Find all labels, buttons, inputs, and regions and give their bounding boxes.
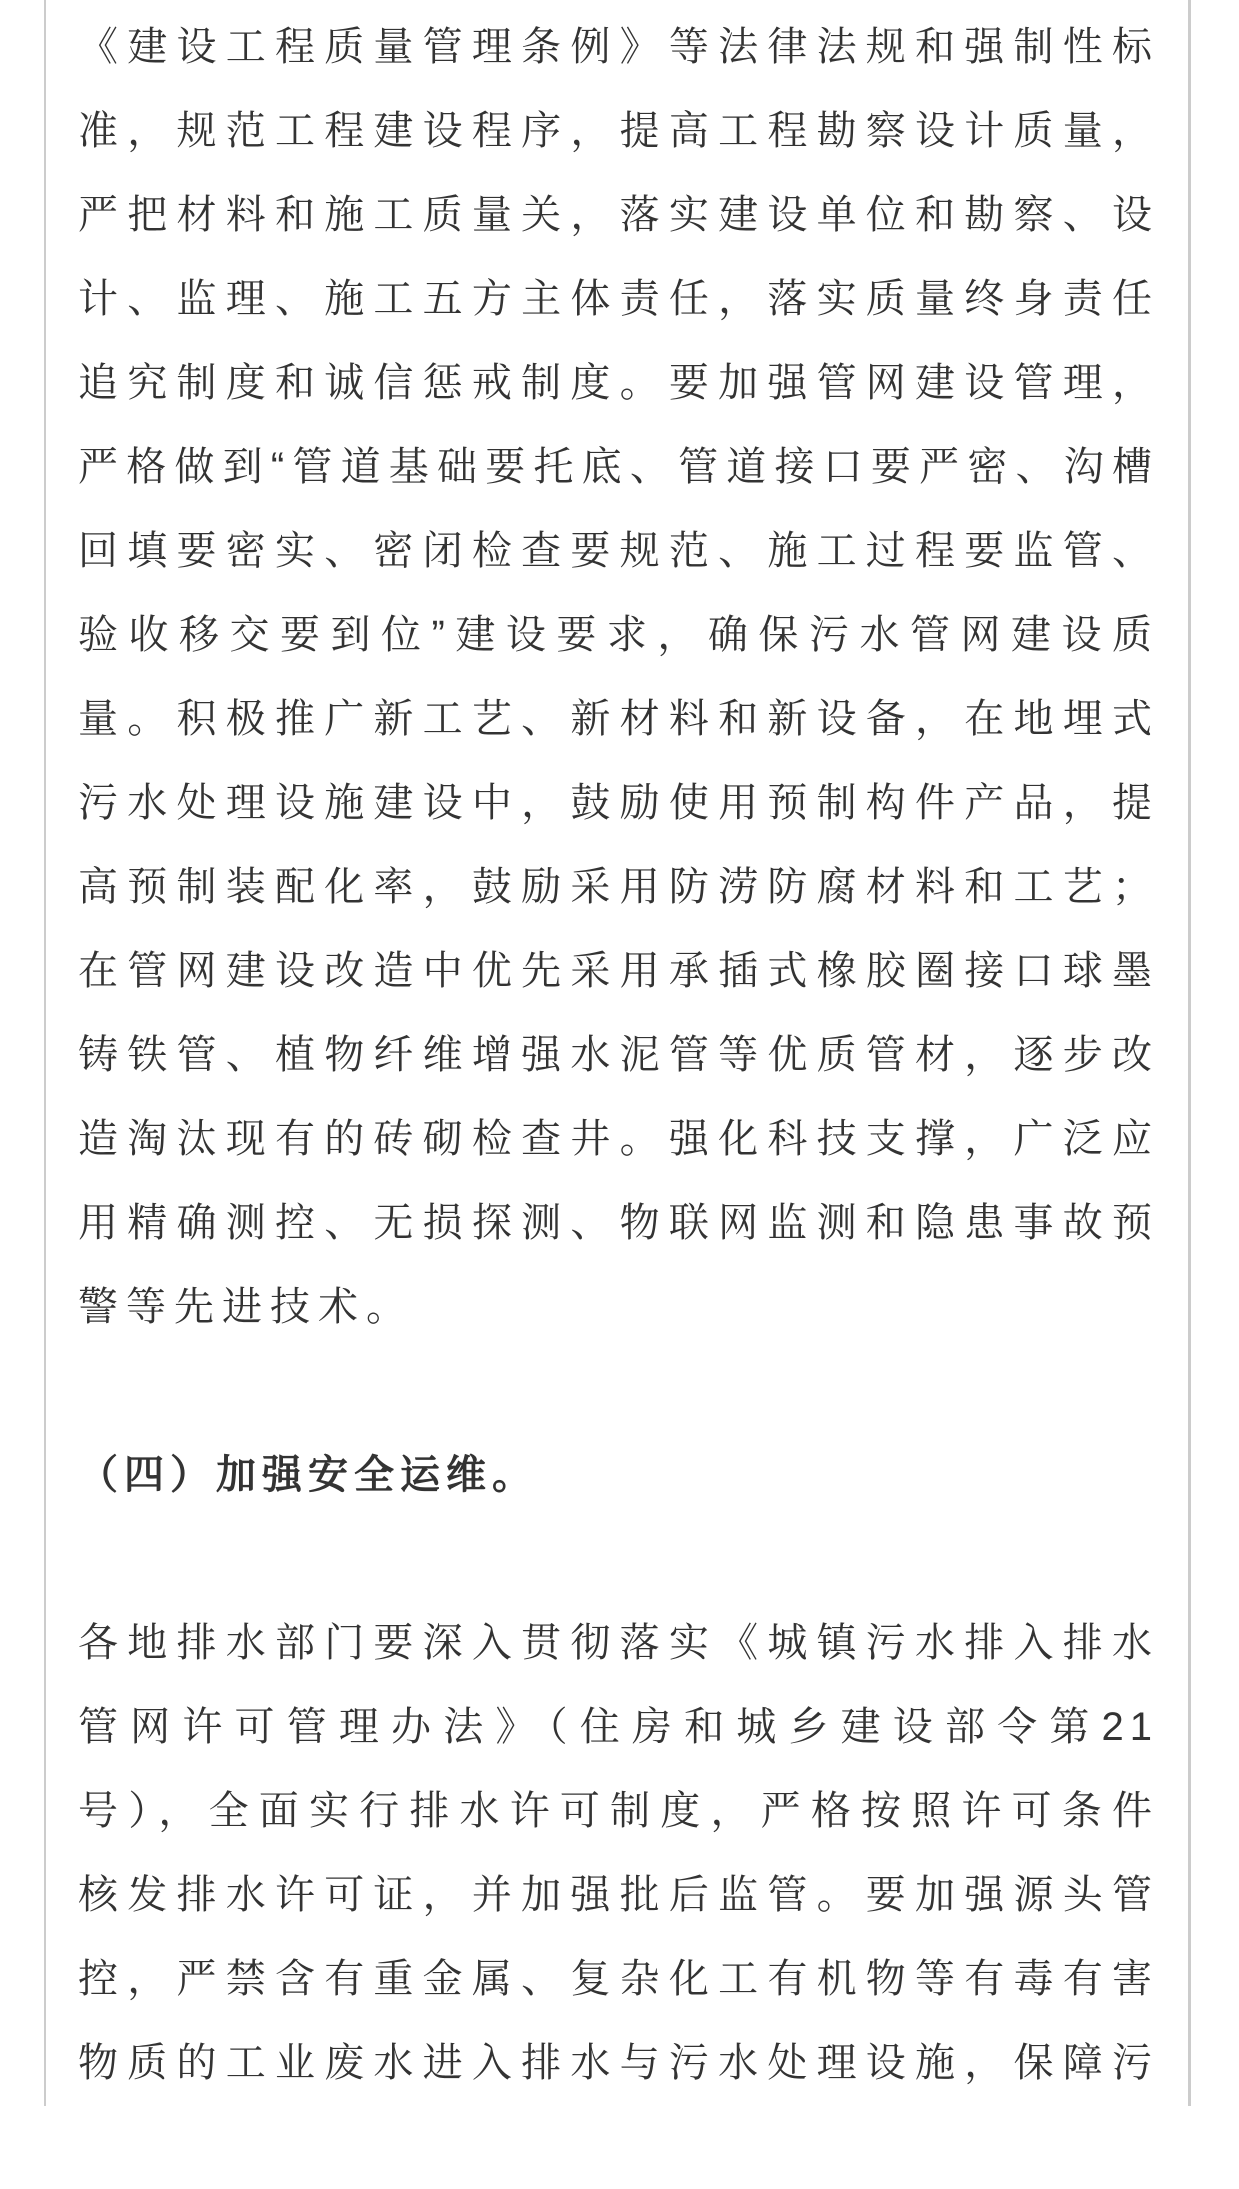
text-line: 严把材料和施工质量关，落实建设单位和勘察、设 — [78, 193, 1158, 237]
text-line: 铸铁管、植物纤维增强水泥管等优质管材，逐步改 — [78, 1033, 1158, 1077]
text-line: 验收移交要到位”建设要求，确保污水管网建设质 — [78, 613, 1158, 657]
text-line: 回填要密实、密闭检查要规范、施工过程要监管、 — [78, 529, 1158, 573]
text-line: 警等先进技术。 — [78, 1285, 414, 1329]
text-line: 号），全面实行排水许可制度，严格按照许可条件 — [78, 1789, 1158, 1833]
text-line: 污水处理设施建设中，鼓励使用预制构件产品，提 — [78, 781, 1158, 825]
text-line: 在管网建设改造中优先采用承插式橡胶圈接口球墨 — [78, 949, 1158, 993]
page-right-border — [1188, 0, 1191, 2106]
paragraph-quality-construction — [78, 5, 1158, 1349]
text-line: 物质的工业废水进入排水与污水处理设施，保障污 — [78, 2041, 1158, 2085]
section-heading-4: （四）加强安全运维。 — [78, 1453, 538, 1497]
text-line: 核发排水许可证，并加强批后监管。要加强源头管 — [78, 1873, 1158, 1917]
text-line: 《建设工程质量管理条例》等法律法规和强制性标 — [78, 25, 1158, 69]
text-line: 控，严禁含有重金属、复杂化工有机物等有毒有害 — [78, 1957, 1158, 2001]
paragraph-safety-operation — [78, 1601, 1158, 2105]
text-line: 各地排水部门要深入贯彻落实《城镇污水排入排水 — [78, 1621, 1158, 1665]
document-content — [78, 5, 1158, 2189]
text-line: 追究制度和诚信惩戒制度。要加强管网建设管理， — [78, 361, 1158, 405]
text-line: 高预制装配化率，鼓励采用防涝防腐材料和工艺； — [78, 865, 1158, 909]
text-line: 管网许可管理办法》（住房和城乡建设部令第21 — [78, 1705, 1158, 1749]
text-line: 准，规范工程建设程序，提高工程勘察设计质量， — [78, 109, 1158, 153]
text-line: 严格做到“管道基础要托底、管道接口要严密、沟槽 — [78, 445, 1158, 489]
page-left-border — [44, 0, 46, 2106]
text-line: 量。积极推广新工艺、新材料和新设备，在地埋式 — [78, 697, 1158, 741]
text-line: 用精确测控、无损探测、物联网监测和隐患事故预 — [78, 1201, 1158, 1245]
text-line: 造淘汰现有的砖砌检查井。强化科技支撑，广泛应 — [78, 1117, 1158, 1161]
text-line: 计、监理、施工五方主体责任，落实质量终身责任 — [78, 277, 1158, 321]
